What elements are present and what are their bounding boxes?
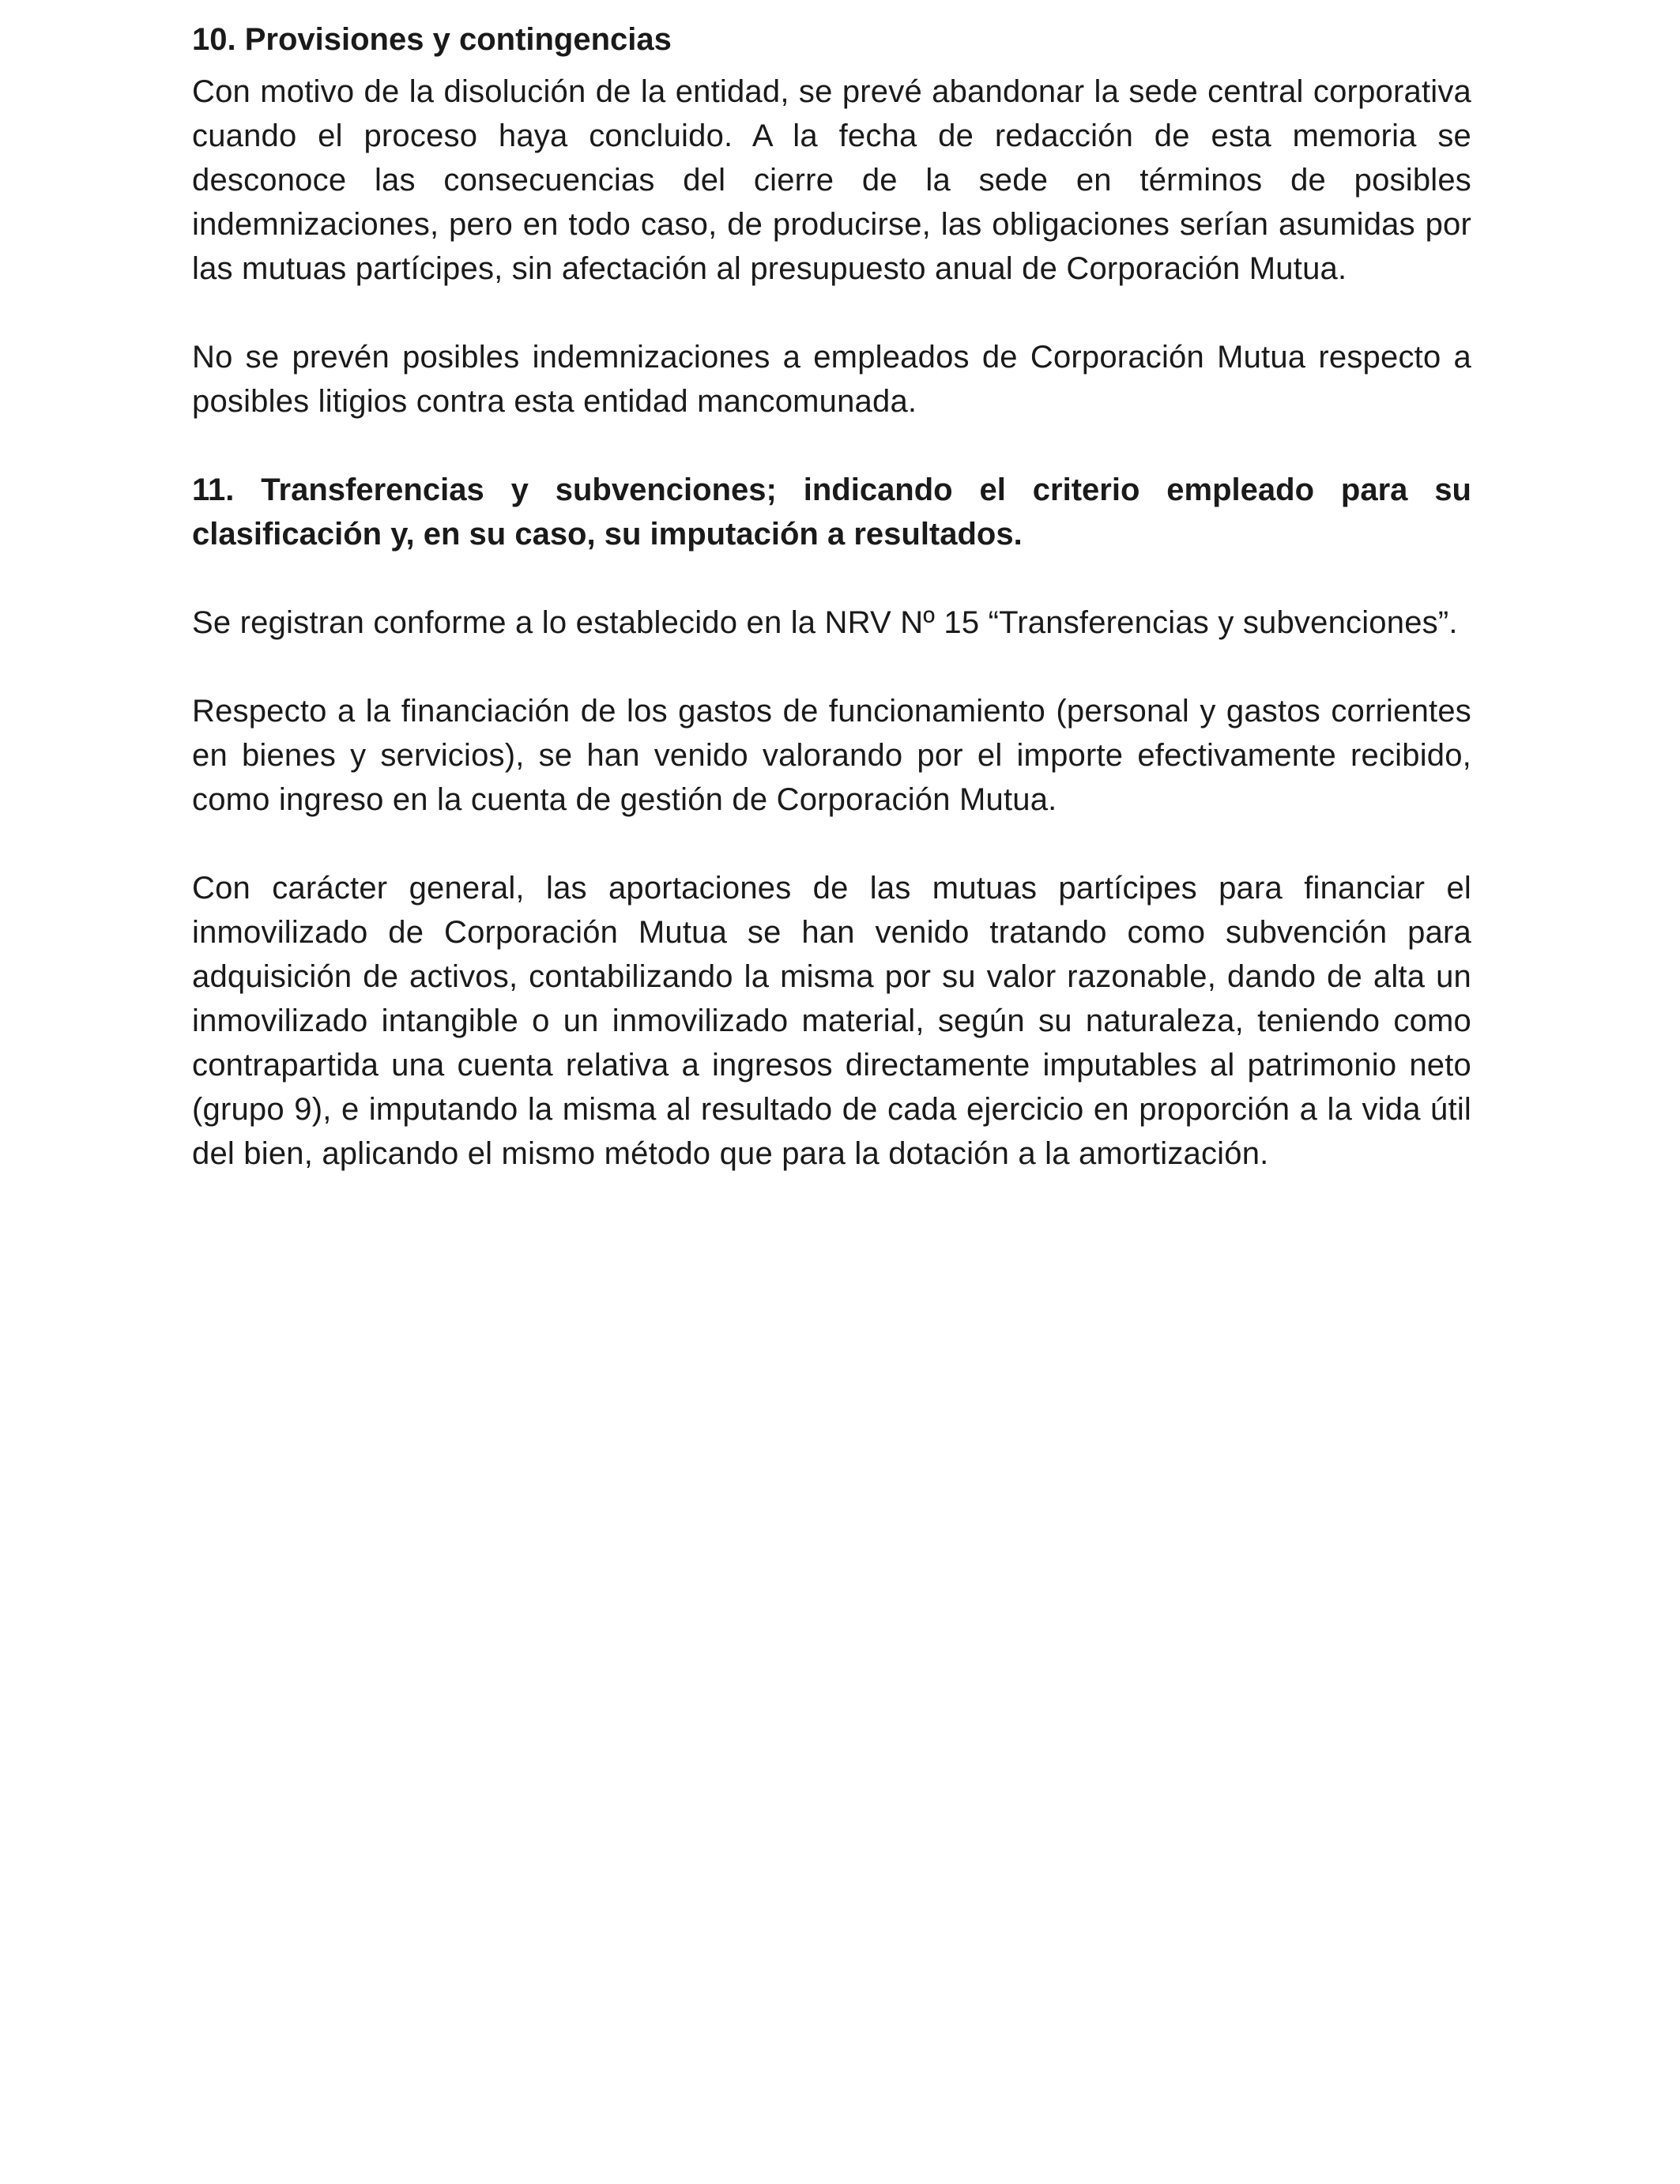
section-10-heading: 10. Provisiones y contingencias — [192, 22, 672, 57]
section-10-paragraph-1: Con motivo de la disolución de la entidad, se prevé abandonar la sede central corporativa cuando el proceso haya concluido. A la fecha de redacción de esta memoria se desconoce las consecuencias del cierre de la sede en términos de posibles indemnizaciones, pero en todo caso, de producirse, las obligaciones serían asumidas por las mutuas partícipes, sin afectación al presupuesto anual de Corporación Mutua. — [192, 74, 1471, 286]
section-10-paragraph-2: No se prevén posibles indemnizaciones a empleados de Corporación Mutua respecto a posibles litigios contra esta entidad mancomunada. — [192, 340, 1471, 419]
section-11-paragraph-1: Se registran conforme a lo establecido en la NRV Nº 15 “Transferencias y subvenciones”. — [192, 605, 1458, 640]
section-11-paragraph-3: Con carácter general, las aportaciones de las mutuas partícipes para financiar el inmovilizado de Corporación Mutua se han venido tratando como subvención para adquisición de activos, contabilizando la misma por su valor razonable, dando de alta un inmovilizado intangible o un inmovilizado material, según su naturaleza, teniendo como contrapartida una cuenta relativa a ingresos directamente imputables al patrimonio neto (grupo 9), e imputando la misma al resultado de cada ejercicio en proporción a la vida útil del bien, aplicando el mismo método que para la dotación a la amortización. — [192, 871, 1471, 1171]
document-page — [192, 17, 1471, 1176]
section-11-paragraph-2: Respecto a la financiación de los gastos de funcionamiento (personal y gastos corrientes en bienes y servicios), se han venido valorando por el importe efectivamente recibido, como ingreso en la cuenta de gestión de Corporación Mutua. — [192, 694, 1471, 817]
section-11-heading: 11. Transferencias y subvenciones; indicando el criterio empleado para su clasificación y, en su caso, su imputación a resultados. — [192, 473, 1471, 552]
